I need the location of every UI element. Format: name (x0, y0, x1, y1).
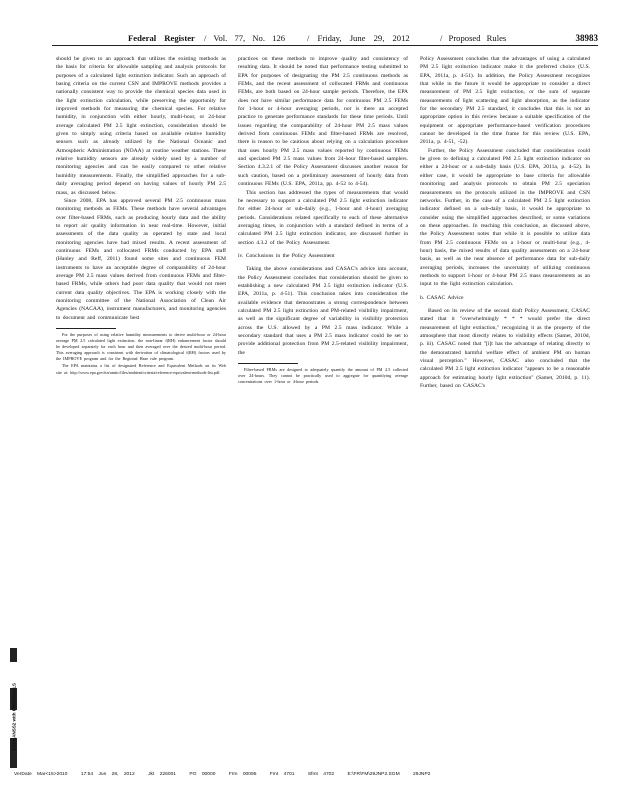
paragraph: practices on these methods to improve quality and consistency of resulting data. It should be noted that performance testing submitted to EPA for purposes of designating the PM 2.5 continuous methods as FEMs, and the recent assessment of collocated FRMs and continuous FEMs, are both based on 24-hour sample periods. Therefore, the EPA does not have similar performance data for continuous PM 2.5 FEMs for 1-hour or 4-hour averaging periods, nor is there an accepted practice to generate performance standards for these time periods. Until issues regarding the comparability of 24-hour PM 2.5 mass values derived from continuous FEMs and filter-based FRMs are resolved, there is reason to be cautious about relying on a calculation procedure that uses hourly PM 2.5 mass values reported by continuous FEMs and speciated PM 2.5 mass values from 24-hour filter-based samplers. Section 4.3.2.1 of the Policy Assessment discusses another reason for such caution, based on a preliminary assessment of hourly data from continuous FEMs (U.S. EPA, 2011a, pp. 4-52 to 4-54). (238, 56, 408, 188)
margin-code-text: ESPMANSS2 with PROPOSALS (11, 682, 17, 751)
footer-date-code: 29JNP2 (413, 772, 431, 777)
paragraph: should be given to an approach that utilizes the existing methods as the basis for criteria for allowable sampling and analysis protocols for purposes of a calculated light extinction indicator. Such an approach of basing criteria on the current CSN and IMPROVE methods provides a nationally consistent way to provide the chemical species data used in the light extinction calculation, while preserving the opportunity for improved methods for measuring the chemical species. For relative humidity, in conjunction with either hourly, multi-hour, or 24-hour average calculated PM 2.5 light extinction, consideration should be given to simply using criteria based on available relative humidity sensors such as already utilized by the National Oceanic and Atmospheric Administration (NOAA) at routine weather stations. These relative humidity sensors are already widely used by a number of monitoring agencies and can be easily compared to other relative humidity measurements. Finally, the simplified approaches for a sub-daily averaging period depend on having values of hourly PM 2.5 mass, as discussed below. (56, 56, 226, 196)
page-footer (14, 772, 604, 777)
page-header (52, 31, 598, 45)
footer-file: E:\FR\FM\29JNP2.SGM (347, 772, 400, 777)
issue-date: / Friday, June 29, 2012 (307, 33, 410, 43)
footer-jkt: Jkt 226001 (148, 772, 177, 777)
page-number: 38983 (575, 33, 598, 43)
section-name: / Proposed Rules (440, 33, 507, 43)
section-heading: b. CASAC Advice (420, 294, 464, 301)
footer-time: 17:54 Jun 28, 2012 (80, 772, 135, 777)
paragraph: This section has addressed the types of measurements that would be necessary to support a calculated PM 2.5 light extinction indicator for either 24-hour or sub-daily (e.g., 1-hour and 4-hour) averaging periods. Considerations related specifically to each of these alternative averaging times, in conjunction with a standard defined in terms of a calculated PM 2.5 light extinction indicator, are discussed further in section 4.3.2 of the Policy Assessment. (238, 189, 408, 246)
footer-po: PO 00000 (189, 772, 216, 777)
footer-fmt: Fmt 4701 (269, 772, 295, 777)
footnote: Filter-based FRMs are designed to adequately quantify the amount of PM 2.5 collected over 24-hours. They cannot be practically used to aggregate for quantifying average concentrations over 1-hour or 4-hour periods. (238, 367, 408, 385)
paragraph: Since 2008, EPA has approved several PM 2.5 continuous mass monitoring methods as FEMs. These methods have several advantages over filter-based FRMs, such as producing hourly data and the ability to report air quality information in near real-time. However, initial assessments of the data quality as operated by state and local monitoring agencies have had mixed results. A recent assessment of continuous FEMs and collocated FRMs conducted by EPA staff (Hanley and Reff, 2011) found some sites and continuous FEM instruments to have an acceptable degree of comparability of 24-hour average PM 2.5 mass values derived from continuous FEMs and filter-based FRMs, while others had poor data quality that would not meet current data quality objectives. The EPA is working closely with the monitoring committee of the National Association of Clean Air Agencies (NACAA), instrument manufacturers, and monitoring agencies to document and communicate best (56, 197, 226, 321)
footnote: For the purposes of using relative humidity measurements to derive multi-hour or 24-hour average PM 2.5 calculated light extinction, the non-linear f(RH) enhancement factor should be developed separately for each hour and then averaged over the desired multi-hour period. This averaging approach is consistent with derivation of climatological f(RH) factors used by the IMPROVE program and for the Regional Haze rule program. (56, 332, 226, 362)
volume-info: / Vol. 77, No. 126 (204, 33, 286, 43)
column-1 (56, 55, 226, 376)
section-heading: iv. Conclusions in the Policy Assessment (238, 252, 335, 259)
journal-title: Federal Register (128, 33, 195, 43)
paragraph: Further, the Policy Assessment concluded that consideration could be given to defining a calculated PM 2.5 light extinction indicator on either a 24-hour or a sub-daily basis (U.S. EPA, 2011a, p. 4-52). In either case, it would be appropriate to base criteria for allowable monitoring and analysis protocols to obtain PM 2.5 speciation measurements on the protocols utilized in the IMPROVE and CSN networks. Further, in the case of a calculated PM 2.5 light extinction indicator defined on a sub-daily basis, it would be appropriate to consider using the simplified approaches described, or some variations on these approaches. In reaching this conclusion, as discussed above, the Policy Assessment notes that while it is possible to utilize data from PM 2.5 continuous FEMs on a 1-hour or multi-hour (e.g., 4-hour) basis, the mixed results of data quality assessments on a 24-hour basis, as well as the near absence of performance data for sub-daily averaging periods, increases the uncertainty of utilizing continuous methods to support 1-hour or 4-hour PM 2.5 mass measurements as an input to the light extinction calculation. (420, 147, 590, 288)
paragraph: Based on its review of the second draft Policy Assessment, CASAC stated that it "overwhelmingly * * * would prefer the direct measurement of light extinction," recognizing it as the property of the atmosphere that most directly relates to visibility effects (Samet, 2010d, p. iii). CASAC noted that "[i]t has the advantage of relating directly to the demonstrated harmful welfare effect of ambient PM on human visual perception." However, CASAC also concluded that the calculated PM 2.5 light extinction indicator "appears to be a reasonable approach for estimating hourly light extinction" (Samet, 2010d, p. 11). Further, based on CASAC's (420, 307, 590, 390)
column-3 (420, 55, 590, 390)
footnote-rule (56, 328, 116, 329)
footnote: The EPA maintains a list of designated Reference and Equivalent Methods on its Web site at: http://www.epa.gov/ttn/amtic/files/ambient/criteria/reference-equivalent-methods-list.pdf. (56, 363, 226, 375)
margin-bar (10, 648, 17, 662)
footer-frm: Frm 00095 (228, 772, 257, 777)
paragraph: Taking the above considerations and CASAC's advice into account, the Policy Assessment concludes that consideration should be given to establishing a new calculated PM 2.5 light extinction indicator (U.S. EPA, 2011a, p. 4-51). This conclusion takes into consideration the available evidence that demonstrates a strong correspondence between calculated PM 2.5 light extinction and PM-related visibility impairment, as well as the significant degree of variability in visibility protection across the U.S. allowed by a PM 2.5 mass indicator. While a secondary standard that uses a PM 2.5 mass indicator could be set to provide additional protection from PM 2.5-related visibility impairment, the (238, 266, 408, 356)
paragraph: Policy Assessment concludes that the advantages of using a calculated PM 2.5 light extinction indicator make it the preferred choice (U.S. EPA, 2011a, p. 4-51). In addition, the Policy Assessment recognizes that while in the future it would be appropriate to consider a direct measurement of PM 2.5 light extinction, or the sum of separate measurements of light scattering and light absorption, as the indicator for the secondary PM 2.5 standard, it concludes that this is not an appropriate option in this review because a suitable specification of the equipment or appropriate performance-based verification procedures cannot be developed in the time frame for this review (U.S. EPA, 2011a, p. 4-51, -52). (420, 56, 590, 146)
header-rule (52, 45, 598, 46)
footnote-rule (238, 363, 298, 364)
footer-verdate: VerDate Mar<15>2010 (14, 772, 68, 777)
column-2 (238, 55, 408, 385)
footer-sfmt: Sfmt 4702 (307, 772, 335, 777)
